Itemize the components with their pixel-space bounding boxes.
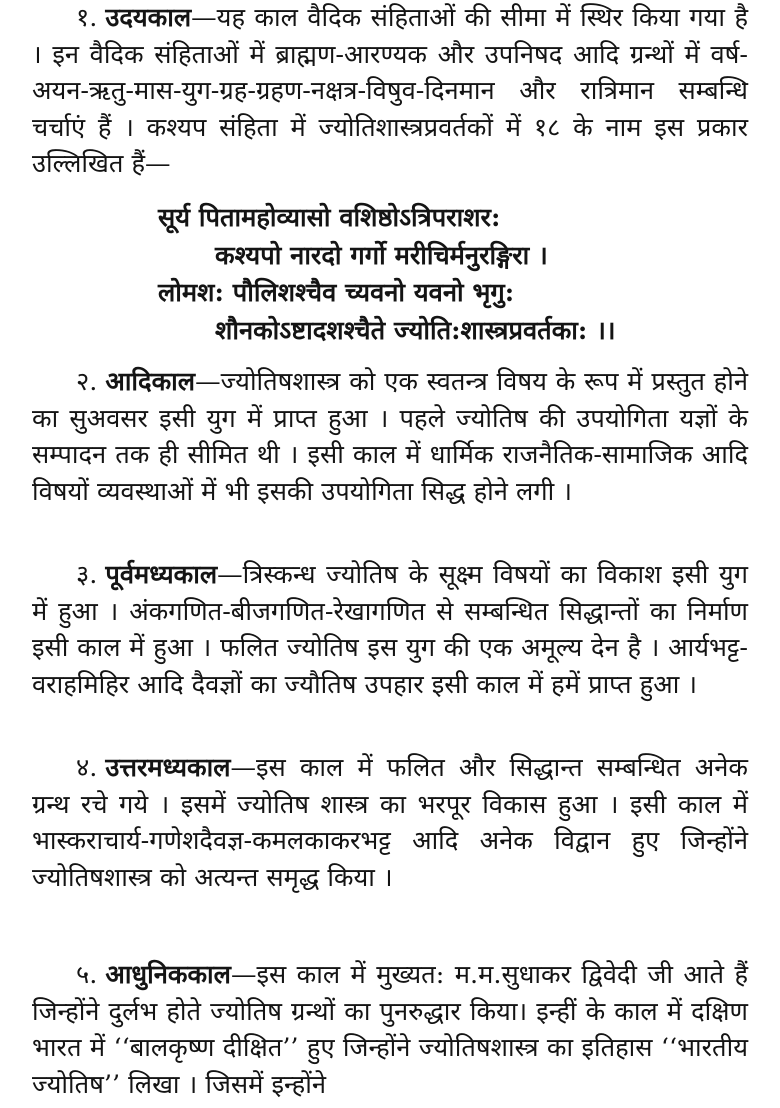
paragraph-adikal: [32, 364, 748, 510]
paragraph-number: ४.: [76, 753, 98, 783]
paragraph-text: —ज्योतिषशास्त्र को एक स्वतन्त्र विषय के रूप में प्रस्तुत होने का सुअवसर इसी युग में प्राप्त हुआ । पहले ज्योतिष की उपयोगिता यज्ञों के सम्पादन तक ही सीमित थी । इसी काल में धार्मिक राजनैतिक-सामाजिक आदि विषयों व्यवस्थाओं में भी इसकी उपयोगिता सिद्ध होने लगी ।: [32, 367, 748, 507]
paragraph-text: —त्रिस्कन्ध ज्योतिष के सूक्ष्म विषयों का विकाश इसी युग में हुआ । अंकगणित-बीजगणित-रेखागणित से सम्बन्धित सिद्धान्तों का निर्माण इसी काल में हुआ । फलित ज्योतिष इस युग की एक अमूल्य देन है । आर्यभट्ट-वराहमिहिर आदि दैवज्ञों का ज्यौतिष उपहार इसी काल में हमें प्राप्त हुआ ।: [32, 560, 748, 700]
paragraph-term: आधुनिककाल: [105, 960, 231, 990]
verse-line-1: सूर्य पितामहोव्यासो वशिष्ठोऽत्रिपराशर:: [158, 203, 501, 233]
paragraph-number: २.: [76, 367, 98, 397]
paragraph-number: १.: [76, 3, 98, 33]
paragraph-term: उत्तरमध्यकाल: [105, 753, 231, 783]
paragraph-adhunikkal: [32, 957, 748, 1103]
paragraph-term: आदिकाल: [105, 367, 196, 397]
paragraph-term: पूर्वमध्यकाल: [105, 560, 218, 590]
verse-line-2: कश्यपो नारदो गर्गो मरीचिर्मनुरङ्गिरा ।: [215, 240, 548, 271]
paragraph-term: उदयकाल: [105, 3, 192, 33]
paragraph-number: ३.: [76, 560, 98, 590]
verse-line-3: लोमश: पौलिशश्चैव च्यवनो यवनो भृगु:: [158, 278, 515, 308]
paragraph-purvamadhyakal: [32, 557, 748, 703]
verse-line-4: शौनकोऽष्टादशश्चैते ज्योति:शास्त्रप्रवर्तका: ।।: [215, 315, 616, 346]
paragraph-uttaramadhyakal: [32, 750, 748, 896]
paragraph-udayakal: [32, 0, 748, 183]
paragraph-text: —इस काल में फलित और सिद्धान्त सम्बन्धित अनेक ग्रन्थ रचे गये । इसमें ज्योतिष शास्त्र का भरपूर विकास हुआ । इसी काल में भास्कराचार्य-गणेशदैवज्ञ-कमलकाकरभट्ट आदि अनेक विद्वान हुए जिन्होंने ज्योतिषशास्त्र को अत्यन्त समृद्ध किया ।: [32, 753, 748, 893]
sanskrit-verse: [32, 200, 748, 350]
paragraph-number: ५.: [76, 960, 98, 990]
paragraph-text: —इस काल में मुख्यत: म.म.सुधाकर द्विवेदी जी आते हैं जिन्होंने दुर्लभ होते ज्योतिष ग्रन्थों का पुनरुद्धार किया। इन्हीं के काल में दक्षिण भारत में ‘‘बालकृष्ण दीक्षित’’ हुए जिन्होंने ज्योतिषशास्त्र का इतिहास ‘‘भारतीय ज्योतिष’’ लिखा । जिसमें इन्होंने: [32, 960, 748, 1100]
paragraph-text: —यह काल वैदिक संहिताओं की सीमा में स्थिर किया गया है । इन वैदिक संहिताओं में ब्राह्मण-आरण्यक और उपनिषद आदि ग्रन्थों में वर्ष-अयन-ऋतु-मास-युग-ग्रह-ग्रहण-नक्षत्र-विषुव-दिनमान और रात्रिमान सम्बन्धि चर्चाएं हैं । कश्यप संहिता में ज्योतिशास्त्रप्रवर्तकों में १८ के नाम इस प्रकार उल्लिखित हैं—: [32, 3, 748, 179]
